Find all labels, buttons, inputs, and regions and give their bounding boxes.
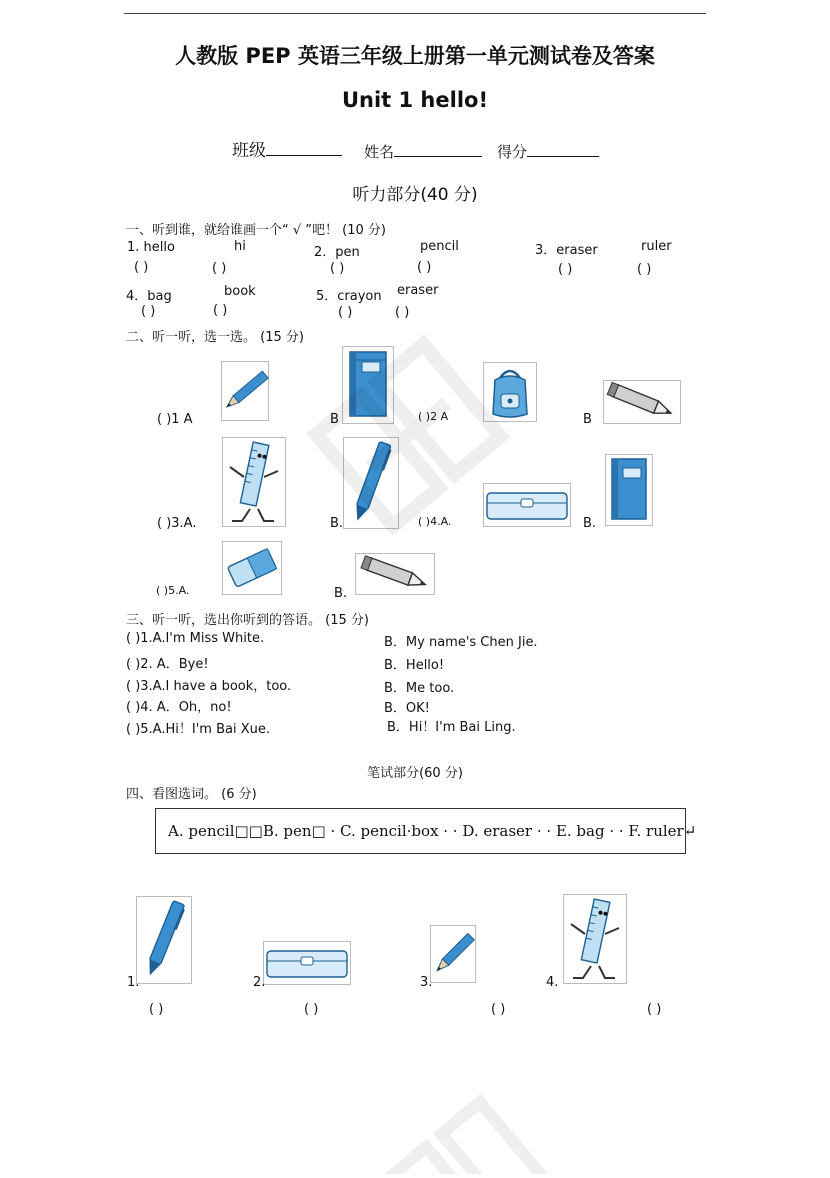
part1-word: hi [234, 239, 246, 254]
question-label: ( )2 A [418, 410, 449, 423]
writing-heading: 笔试部分(60 分) [367, 766, 463, 781]
question-label: ( )3.A.I have a book，too. [126, 679, 292, 694]
word-bank-box: A. pencil□□B. pen□ · C. pencil·box · · D. eraser · · E. bag · · F. ruler↵ [155, 808, 686, 854]
listening-heading: 听力部分(40 分) [352, 185, 478, 205]
question-label: ( )1 A [157, 412, 193, 427]
option-label: B．OK! [384, 701, 430, 716]
option-label: B．Me too. [384, 681, 455, 696]
part1-word: book [224, 284, 256, 299]
class-field: 班级 [232, 136, 342, 161]
watermark [380, 1080, 580, 1178]
picture-label: 4. [546, 975, 559, 990]
option-label: B. [330, 516, 344, 531]
name-field: 姓名 [364, 138, 482, 162]
answer-paren[interactable]: ( ) [491, 1002, 506, 1017]
top-rule [124, 13, 706, 14]
part1-word: 4．bag [126, 289, 172, 304]
unit-title: Unit 1 hello! [341, 88, 489, 112]
book-icon [605, 454, 653, 526]
answer-paren[interactable]: ( ) [647, 1002, 662, 1017]
answer-paren[interactable]: ( ) [338, 305, 353, 320]
part1-word: 2．pen [314, 245, 360, 260]
question-label: ( )3.A. [157, 516, 197, 531]
eraser-icon [222, 541, 282, 595]
part3-heading: 三、听一听，选出你听到的答语。 (15 分) [126, 613, 369, 628]
answer-paren[interactable]: ( ) [141, 304, 156, 319]
score-field: 得分 [497, 138, 599, 162]
pencil-icon [221, 361, 269, 421]
answer-paren[interactable]: ( ) [304, 1002, 319, 1017]
question-label: ( )5.A.Hi！I'm Bai Xue. [126, 722, 270, 737]
part1-word: 1. hello [127, 240, 175, 255]
option-label: B．My name's Chen Jie. [384, 635, 538, 650]
pencil-box-icon [263, 941, 351, 985]
answer-paren[interactable]: ( ) [637, 262, 652, 277]
option-label: B [330, 412, 339, 427]
part2-heading: 二、听一听，选一选。 (15 分) [126, 330, 304, 345]
part4-heading: 四、看图选词。 (6 分) [126, 787, 257, 802]
option-label: B. [334, 586, 348, 601]
part1-heading: 一、听到谁，就给谁画一个“ √ ”吧！ (10 分) [126, 223, 386, 238]
picture-label: 3. [420, 975, 433, 990]
pen-icon [136, 896, 192, 984]
question-label: ( )4.A. [418, 515, 452, 528]
crayon-icon [603, 380, 681, 424]
question-label: ( )1.A.I'm Miss White. [126, 631, 265, 646]
option-label: B [583, 412, 592, 427]
answer-paren[interactable]: ( ) [213, 303, 228, 318]
answer-paren[interactable]: ( ) [212, 261, 227, 276]
answer-paren[interactable]: ( ) [330, 261, 345, 276]
option-label: B. [583, 516, 597, 531]
ruler-icon [563, 894, 627, 984]
part1-word: pencil [420, 239, 459, 254]
name-blank[interactable] [394, 138, 482, 157]
answer-paren[interactable]: ( ) [149, 1002, 164, 1017]
answer-paren[interactable]: ( ) [558, 262, 573, 277]
question-label: ( )4. A．Oh，no! [126, 700, 232, 715]
watermark [300, 300, 560, 564]
question-label: ( )5.A. [156, 584, 190, 597]
picture-label: 1. [127, 975, 140, 990]
part1-word: eraser [397, 283, 439, 298]
class-blank[interactable] [266, 137, 342, 156]
page-title: 人教版 PEP 英语三年级上册第一单元测试卷及答案 [175, 44, 655, 68]
score-blank[interactable] [527, 138, 599, 157]
option-label: B．Hello! [384, 658, 445, 673]
answer-paren[interactable]: ( ) [417, 260, 432, 275]
option-label: B．Hi！I'm Bai Ling. [387, 720, 516, 735]
question-label: ( )2. A．Bye! [126, 657, 209, 672]
answer-paren[interactable]: ( ) [134, 260, 149, 275]
ruler-icon [222, 437, 286, 527]
pencil-icon [430, 925, 476, 983]
picture-label: 2. [253, 975, 266, 990]
part1-word: ruler [641, 239, 672, 254]
answer-paren[interactable]: ( ) [395, 305, 410, 320]
part1-word: 3．eraser [535, 243, 598, 258]
part1-word: 5．crayon [316, 289, 382, 304]
